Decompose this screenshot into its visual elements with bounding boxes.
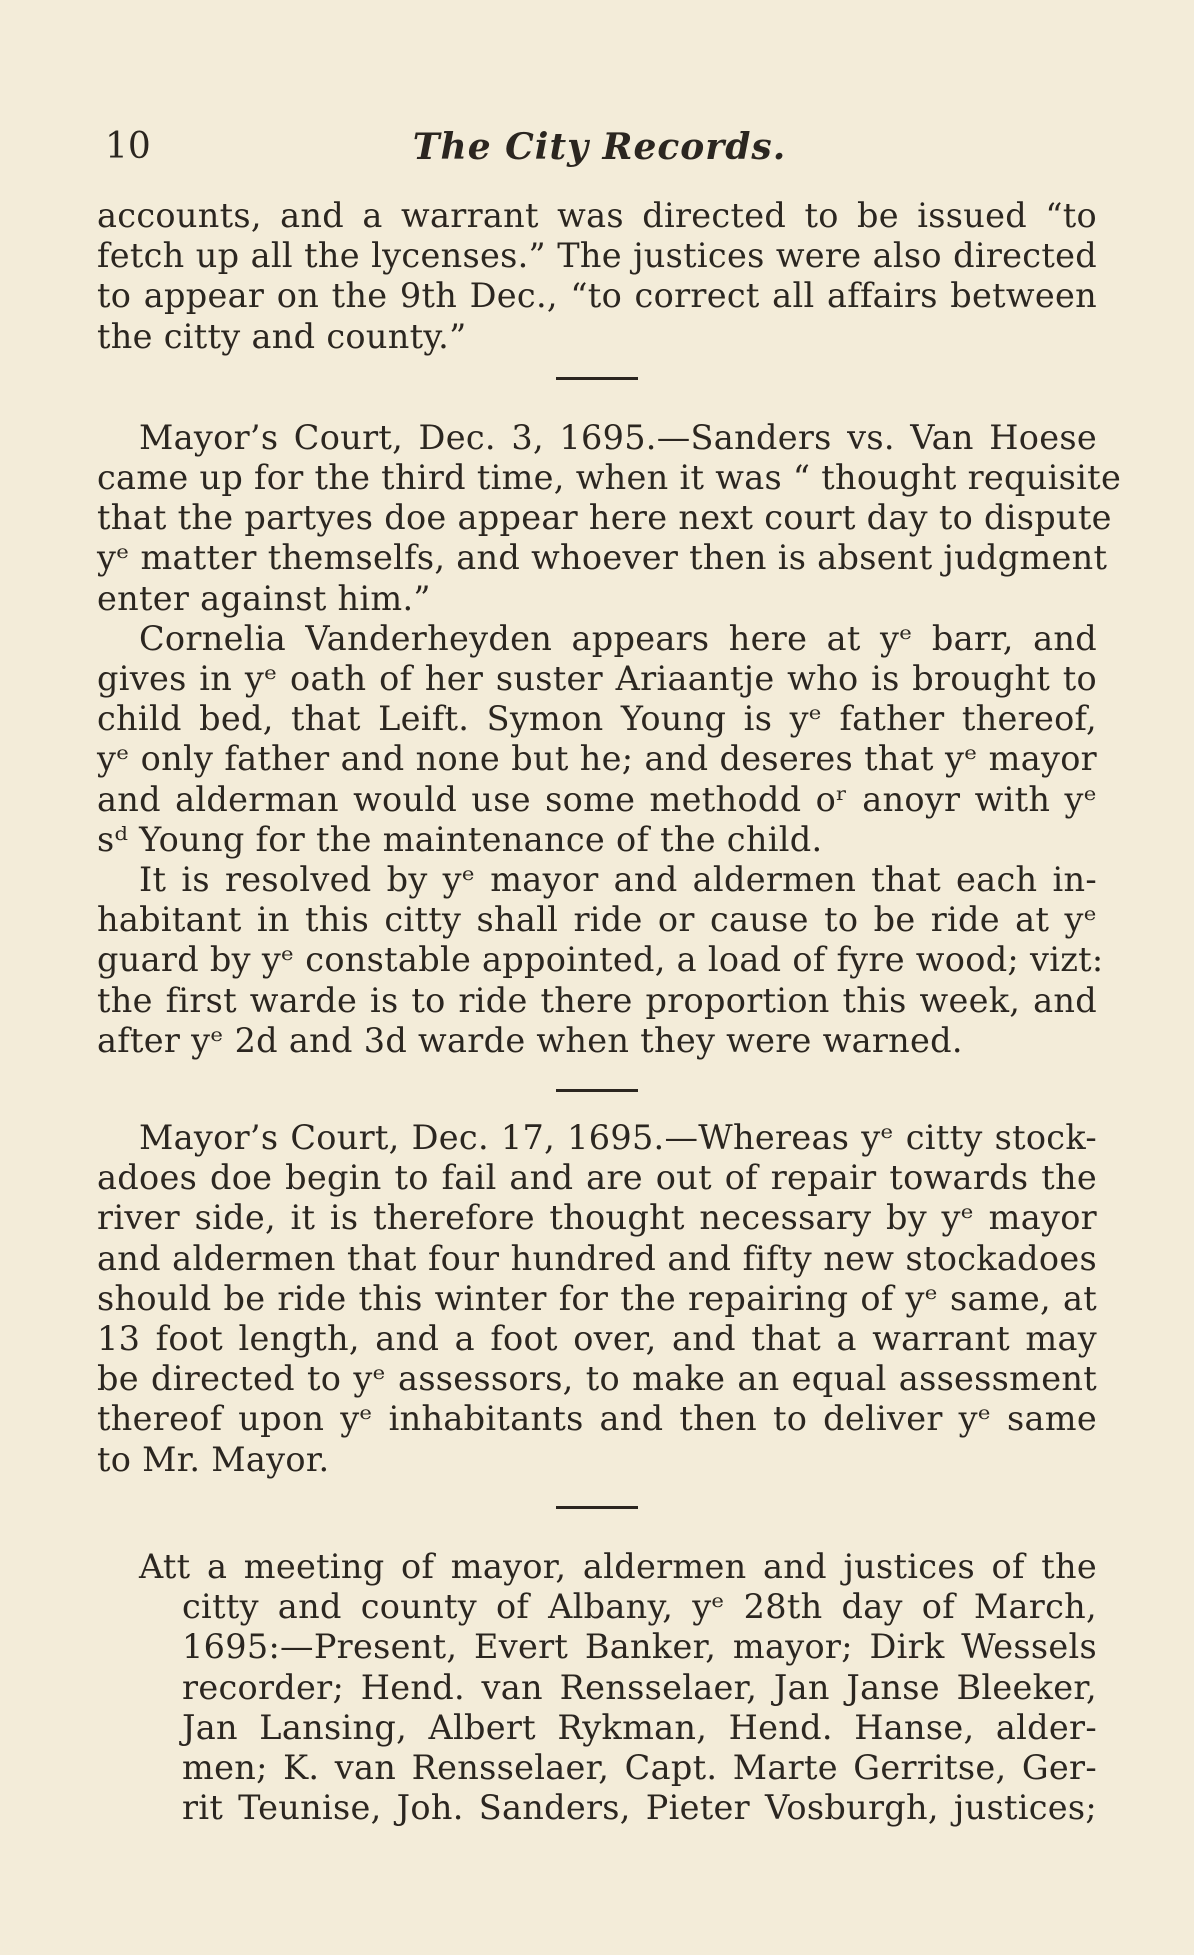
text-line: to appear on the 9th Dec., “to correct all affairs between [97, 276, 1097, 316]
text-line: men; K. van Rensselaer, Capt. Marte Gerritse, Ger- [182, 1747, 1097, 1787]
text-line: rit Teunise, Joh. Sanders, Pieter Vosburgh, justices; [182, 1788, 1097, 1828]
paragraph-5 [97, 1118, 1097, 1480]
text-line: should be ride this winter for the repairing of yᵉ same, at [97, 1278, 1097, 1318]
body-text [97, 196, 1122, 1828]
text-line: fetch up all the lycenses.” The justices were also directed [97, 236, 1097, 276]
text-line: accounts, and a warrant was directed to be issued “to [97, 196, 1097, 235]
text-line: enter against him.” [97, 578, 431, 618]
page-number: 10 [105, 126, 151, 167]
text-line: to Mr. Mayor. [97, 1439, 330, 1479]
text-line: 1695:—Present, Evert Banker, mayor; Dirk Wessels [182, 1627, 1097, 1667]
paragraph-3 [97, 619, 1097, 860]
text-line: be directed to yᵉ assessors, to make an equal assessment [97, 1359, 1097, 1399]
paragraph-1 [97, 196, 1097, 357]
text-line: 13 foot length, and a foot over, and that a warrant may [97, 1319, 1097, 1359]
text-line: child bed, that Leift. Symon Young is yᵉ father thereof, [97, 699, 1097, 739]
text-line: river side, it is therefore thought necessary by yᵉ mayor [97, 1198, 1097, 1238]
text-line: Cornelia Vanderheyden appears here at yᵉ barr, and [139, 618, 1097, 658]
text-line: recorder; Hend. van Rensselaer, Jan Janse Bleeker, [182, 1667, 1097, 1707]
text-line: came up for the third time, when it was “ thought requisite [97, 458, 1122, 498]
text-line: the first warde is to ride there proportion this week, and [97, 980, 1097, 1020]
paragraph-6 [97, 1547, 1097, 1828]
text-line: adoes doe begin to fail and are out of repair towards the [97, 1158, 1097, 1198]
text-line: citty and county of Albany, yᵉ 28th day of March, [182, 1587, 1097, 1627]
section-divider [556, 1506, 638, 1509]
text-line: Att a meeting of mayor, aldermen and justices of the [139, 1546, 1097, 1586]
text-line: and aldermen that four hundred and fifty new stockadoes [97, 1238, 1097, 1278]
text-line: after yᵉ 2d and 3d warde when they were warned. [97, 1020, 963, 1060]
paragraph-4 [97, 860, 1104, 1061]
section-divider [556, 1089, 638, 1092]
text-line: yᵉ only father and none but he; and deseres that yᵉ mayor [97, 739, 1097, 779]
paragraph-2 [97, 417, 1122, 619]
text-line: It is resolved by yᵉ mayor and aldermen that each in- [139, 860, 1097, 900]
text-line: Mayor’s Court, Dec. 3, 1695.—Sanders vs. Van Hoese [139, 417, 1097, 457]
text-line: and alderman would use some methodd oʳ anoyr with yᵉ [97, 779, 1097, 819]
text-line: the citty and county.” [97, 316, 467, 356]
text-line: gives in yᵉ oath of her suster Ariaantje who is brought to [97, 659, 1097, 699]
text-line: that the partyes doe appear here next court day to dispute [97, 498, 1112, 538]
page-header [105, 126, 1094, 176]
text-line: sᵈ Young for the maintenance of the child. [97, 819, 823, 859]
text-line: guard by yᵉ constable appointed, a load of fyre wood; vizt: [97, 940, 1104, 980]
text-line: thereof upon yᵉ inhabitants and then to deliver yᵉ same [97, 1399, 1097, 1439]
text-line: habitant in this citty shall ride or cause to be ride at yᵉ [97, 900, 1097, 940]
section-divider [556, 377, 638, 380]
text-line: Jan Lansing, Albert Rykman, Hend. Hanse, alder- [182, 1707, 1097, 1747]
text-line: yᵉ matter themselfs, and whoever then is absent judgment [97, 538, 1108, 578]
running-title: The City Records. [412, 126, 787, 168]
text-line: Mayor’s Court, Dec. 17, 1695.—Whereas yᵉ citty stock- [139, 1118, 1097, 1158]
